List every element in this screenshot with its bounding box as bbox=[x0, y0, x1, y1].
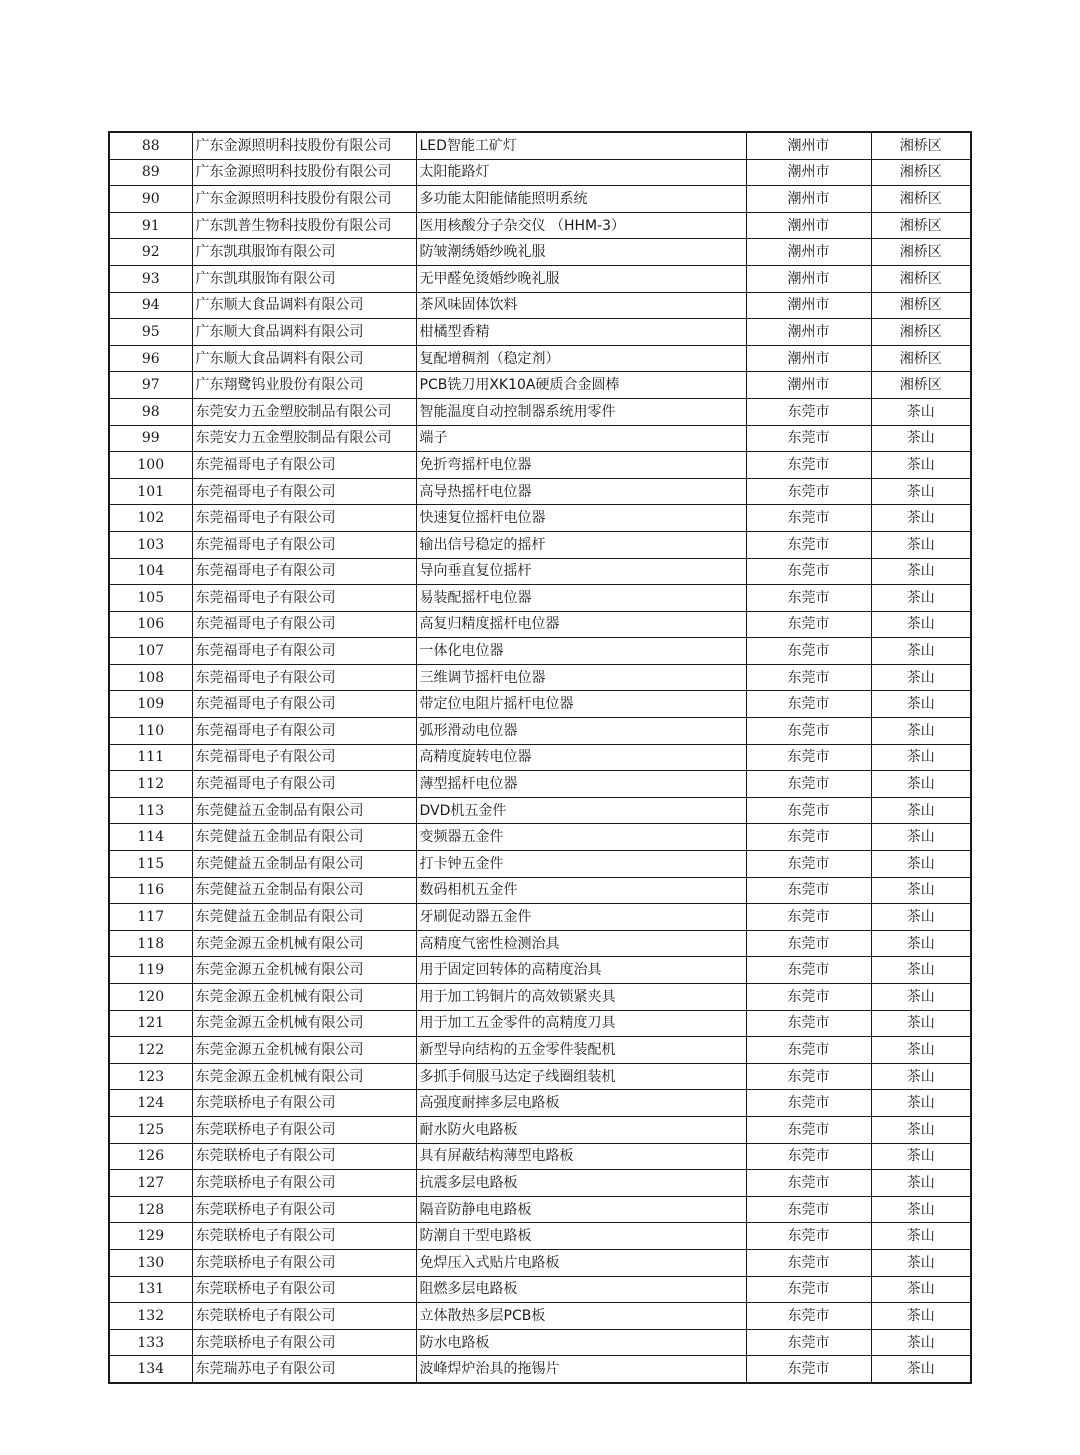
product-name-cell: 具有屏蔽结构薄型电路板 bbox=[416, 1143, 746, 1170]
district-cell: 茶山 bbox=[871, 984, 971, 1011]
product-name-cell: 一体化电位器 bbox=[416, 638, 746, 665]
company-name-cell: 东莞福哥电子有限公司 bbox=[192, 452, 416, 479]
row-number-cell: 110 bbox=[109, 718, 192, 745]
district-cell: 茶山 bbox=[871, 558, 971, 585]
company-name-cell: 东莞健益五金制品有限公司 bbox=[192, 797, 416, 824]
district-cell: 茶山 bbox=[871, 425, 971, 452]
row-number-cell: 104 bbox=[109, 558, 192, 585]
district-cell: 茶山 bbox=[871, 1116, 971, 1143]
product-name-cell: 打卡钟五金件 bbox=[416, 851, 746, 878]
table-row bbox=[109, 1329, 971, 1356]
company-name-cell: 东莞安力五金塑胶制品有限公司 bbox=[192, 398, 416, 425]
district-cell: 茶山 bbox=[871, 1010, 971, 1037]
product-name-cell: 弧形滑动电位器 bbox=[416, 718, 746, 745]
company-name-cell: 东莞联桥电子有限公司 bbox=[192, 1116, 416, 1143]
company-name-cell: 东莞福哥电子有限公司 bbox=[192, 664, 416, 691]
row-number-cell: 95 bbox=[109, 319, 192, 346]
district-cell: 茶山 bbox=[871, 664, 971, 691]
table-row bbox=[109, 957, 971, 984]
row-number-cell: 94 bbox=[109, 292, 192, 319]
table-row bbox=[109, 558, 971, 585]
company-name-cell: 东莞联桥电子有限公司 bbox=[192, 1276, 416, 1303]
row-number-cell: 119 bbox=[109, 957, 192, 984]
row-number-cell: 101 bbox=[109, 478, 192, 505]
district-cell: 茶山 bbox=[871, 904, 971, 931]
company-name-cell: 广东翔鹭钨业股份有限公司 bbox=[192, 372, 416, 399]
row-number-cell: 126 bbox=[109, 1143, 192, 1170]
company-name-cell: 东莞福哥电子有限公司 bbox=[192, 611, 416, 638]
city-cell: 潮州市 bbox=[746, 159, 871, 186]
table-row bbox=[109, 531, 971, 558]
product-name-cell: 免焊压入式贴片电路板 bbox=[416, 1249, 746, 1276]
row-number-cell: 128 bbox=[109, 1196, 192, 1223]
product-name-cell: 高复归精度摇杆电位器 bbox=[416, 611, 746, 638]
table-row bbox=[109, 292, 971, 319]
company-name-cell: 东莞金源五金机械有限公司 bbox=[192, 930, 416, 957]
city-cell: 东莞市 bbox=[746, 1143, 871, 1170]
city-cell: 潮州市 bbox=[746, 345, 871, 372]
table-row bbox=[109, 585, 971, 612]
company-name-cell: 广东顺大食品调料有限公司 bbox=[192, 319, 416, 346]
district-cell: 湘桥区 bbox=[871, 292, 971, 319]
city-cell: 东莞市 bbox=[746, 771, 871, 798]
city-cell: 东莞市 bbox=[746, 1063, 871, 1090]
city-cell: 潮州市 bbox=[746, 265, 871, 292]
company-name-cell: 广东顺大食品调料有限公司 bbox=[192, 292, 416, 319]
product-name-cell: 高精度旋转电位器 bbox=[416, 744, 746, 771]
company-name-cell: 东莞金源五金机械有限公司 bbox=[192, 1063, 416, 1090]
city-cell: 东莞市 bbox=[746, 1196, 871, 1223]
product-name-cell: 用于固定回转体的高精度治具 bbox=[416, 957, 746, 984]
row-number-cell: 90 bbox=[109, 186, 192, 213]
district-cell: 茶山 bbox=[871, 851, 971, 878]
company-name-cell: 东莞健益五金制品有限公司 bbox=[192, 904, 416, 931]
table-row bbox=[109, 904, 971, 931]
row-number-cell: 122 bbox=[109, 1037, 192, 1064]
city-cell: 东莞市 bbox=[746, 664, 871, 691]
district-cell: 茶山 bbox=[871, 744, 971, 771]
table-row bbox=[109, 984, 971, 1011]
city-cell: 东莞市 bbox=[746, 611, 871, 638]
table-row bbox=[109, 265, 971, 292]
product-name-cell: 复配增稠剂（稳定剂） bbox=[416, 345, 746, 372]
district-cell: 茶山 bbox=[871, 1329, 971, 1356]
table-row bbox=[109, 877, 971, 904]
product-name-cell: 隔音防静电电路板 bbox=[416, 1196, 746, 1223]
company-name-cell: 广东金源照明科技股份有限公司 bbox=[192, 159, 416, 186]
city-cell: 东莞市 bbox=[746, 1356, 871, 1383]
city-cell: 东莞市 bbox=[746, 452, 871, 479]
company-name-cell: 东莞金源五金机械有限公司 bbox=[192, 984, 416, 1011]
row-number-cell: 115 bbox=[109, 851, 192, 878]
row-number-cell: 92 bbox=[109, 239, 192, 266]
table-row bbox=[109, 1116, 971, 1143]
company-name-cell: 广东凯琪服饰有限公司 bbox=[192, 265, 416, 292]
district-cell: 茶山 bbox=[871, 877, 971, 904]
table-row bbox=[109, 1303, 971, 1330]
table-row bbox=[109, 159, 971, 186]
company-name-cell: 东莞福哥电子有限公司 bbox=[192, 531, 416, 558]
city-cell: 潮州市 bbox=[746, 239, 871, 266]
district-cell: 茶山 bbox=[871, 1303, 971, 1330]
city-cell: 东莞市 bbox=[746, 1276, 871, 1303]
district-cell: 茶山 bbox=[871, 1170, 971, 1197]
table-row bbox=[109, 797, 971, 824]
row-number-cell: 133 bbox=[109, 1329, 192, 1356]
company-name-cell: 东莞福哥电子有限公司 bbox=[192, 718, 416, 745]
product-name-cell: 高导热摇杆电位器 bbox=[416, 478, 746, 505]
district-cell: 湘桥区 bbox=[871, 372, 971, 399]
company-name-cell: 东莞健益五金制品有限公司 bbox=[192, 824, 416, 851]
city-cell: 东莞市 bbox=[746, 957, 871, 984]
company-name-cell: 东莞健益五金制品有限公司 bbox=[192, 851, 416, 878]
table-row bbox=[109, 239, 971, 266]
table-row bbox=[109, 1276, 971, 1303]
district-cell: 茶山 bbox=[871, 824, 971, 851]
company-name-cell: 东莞福哥电子有限公司 bbox=[192, 744, 416, 771]
district-cell: 湘桥区 bbox=[871, 212, 971, 239]
table-row bbox=[109, 771, 971, 798]
product-name-cell: 免折弯摇杆电位器 bbox=[416, 452, 746, 479]
city-cell: 东莞市 bbox=[746, 638, 871, 665]
table-body bbox=[109, 132, 971, 1383]
table-row bbox=[109, 718, 971, 745]
row-number-cell: 114 bbox=[109, 824, 192, 851]
row-number-cell: 130 bbox=[109, 1249, 192, 1276]
table-row bbox=[109, 1196, 971, 1223]
city-cell: 东莞市 bbox=[746, 797, 871, 824]
district-cell: 茶山 bbox=[871, 1090, 971, 1117]
company-name-cell: 东莞联桥电子有限公司 bbox=[192, 1329, 416, 1356]
city-cell: 东莞市 bbox=[746, 585, 871, 612]
city-cell: 东莞市 bbox=[746, 398, 871, 425]
city-cell: 东莞市 bbox=[746, 904, 871, 931]
product-name-cell: PCB铣刀用XK10A硬质合金圆棒 bbox=[416, 372, 746, 399]
company-name-cell: 东莞联桥电子有限公司 bbox=[192, 1303, 416, 1330]
table-row bbox=[109, 1090, 971, 1117]
district-cell: 茶山 bbox=[871, 1356, 971, 1383]
product-name-cell: 阻燃多层电路板 bbox=[416, 1276, 746, 1303]
product-name-cell: 多功能太阳能储能照明系统 bbox=[416, 186, 746, 213]
row-number-cell: 132 bbox=[109, 1303, 192, 1330]
row-number-cell: 102 bbox=[109, 505, 192, 532]
row-number-cell: 123 bbox=[109, 1063, 192, 1090]
city-cell: 东莞市 bbox=[746, 1010, 871, 1037]
product-name-cell: 端子 bbox=[416, 425, 746, 452]
table-row bbox=[109, 851, 971, 878]
table-row bbox=[109, 505, 971, 532]
city-cell: 东莞市 bbox=[746, 718, 871, 745]
row-number-cell: 131 bbox=[109, 1276, 192, 1303]
row-number-cell: 113 bbox=[109, 797, 192, 824]
city-cell: 潮州市 bbox=[746, 292, 871, 319]
row-number-cell: 134 bbox=[109, 1356, 192, 1383]
district-cell: 茶山 bbox=[871, 1223, 971, 1250]
product-name-cell: LED智能工矿灯 bbox=[416, 132, 746, 159]
product-name-cell: 牙刷促动器五金件 bbox=[416, 904, 746, 931]
city-cell: 东莞市 bbox=[746, 1170, 871, 1197]
row-number-cell: 107 bbox=[109, 638, 192, 665]
table-row bbox=[109, 1223, 971, 1250]
product-name-cell: 防潮自干型电路板 bbox=[416, 1223, 746, 1250]
row-number-cell: 129 bbox=[109, 1223, 192, 1250]
table-row bbox=[109, 664, 971, 691]
city-cell: 东莞市 bbox=[746, 744, 871, 771]
row-number-cell: 103 bbox=[109, 531, 192, 558]
district-cell: 茶山 bbox=[871, 638, 971, 665]
district-cell: 湘桥区 bbox=[871, 132, 971, 159]
city-cell: 东莞市 bbox=[746, 1303, 871, 1330]
table-row bbox=[109, 319, 971, 346]
district-cell: 茶山 bbox=[871, 1037, 971, 1064]
city-cell: 东莞市 bbox=[746, 478, 871, 505]
product-name-cell: 数码相机五金件 bbox=[416, 877, 746, 904]
district-cell: 茶山 bbox=[871, 585, 971, 612]
product-name-cell: 立体散热多层PCB板 bbox=[416, 1303, 746, 1330]
table-row bbox=[109, 1170, 971, 1197]
product-name-cell: 高精度气密性检测治具 bbox=[416, 930, 746, 957]
row-number-cell: 116 bbox=[109, 877, 192, 904]
city-cell: 东莞市 bbox=[746, 984, 871, 1011]
row-number-cell: 106 bbox=[109, 611, 192, 638]
table-row bbox=[109, 212, 971, 239]
city-cell: 东莞市 bbox=[746, 1037, 871, 1064]
table-row bbox=[109, 372, 971, 399]
row-number-cell: 97 bbox=[109, 372, 192, 399]
product-name-cell: 耐水防火电路板 bbox=[416, 1116, 746, 1143]
table-row bbox=[109, 744, 971, 771]
row-number-cell: 109 bbox=[109, 691, 192, 718]
company-name-cell: 东莞瑞苏电子有限公司 bbox=[192, 1356, 416, 1383]
product-name-cell: 柑橘型香精 bbox=[416, 319, 746, 346]
row-number-cell: 88 bbox=[109, 132, 192, 159]
table-row bbox=[109, 186, 971, 213]
company-name-cell: 东莞安力五金塑胶制品有限公司 bbox=[192, 425, 416, 452]
table-row bbox=[109, 1249, 971, 1276]
city-cell: 东莞市 bbox=[746, 691, 871, 718]
product-name-cell: 茶风味固体饮料 bbox=[416, 292, 746, 319]
product-table bbox=[108, 131, 972, 1384]
row-number-cell: 121 bbox=[109, 1010, 192, 1037]
table-row bbox=[109, 691, 971, 718]
city-cell: 东莞市 bbox=[746, 1249, 871, 1276]
product-name-cell: 防皱潮绣婚纱晚礼服 bbox=[416, 239, 746, 266]
product-name-cell: 变频器五金件 bbox=[416, 824, 746, 851]
row-number-cell: 118 bbox=[109, 930, 192, 957]
district-cell: 湘桥区 bbox=[871, 319, 971, 346]
company-name-cell: 东莞福哥电子有限公司 bbox=[192, 771, 416, 798]
table-row bbox=[109, 345, 971, 372]
table-row bbox=[109, 398, 971, 425]
product-name-cell: 抗震多层电路板 bbox=[416, 1170, 746, 1197]
city-cell: 东莞市 bbox=[746, 1223, 871, 1250]
product-name-cell: 多抓手伺服马达定子线圈组装机 bbox=[416, 1063, 746, 1090]
company-name-cell: 东莞福哥电子有限公司 bbox=[192, 638, 416, 665]
company-name-cell: 广东金源照明科技股份有限公司 bbox=[192, 132, 416, 159]
city-cell: 潮州市 bbox=[746, 212, 871, 239]
table-row bbox=[109, 1063, 971, 1090]
city-cell: 东莞市 bbox=[746, 425, 871, 452]
product-name-cell: 波峰焊炉治具的拖锡片 bbox=[416, 1356, 746, 1383]
product-name-cell: 用于加工钨铜片的高效锁紧夹具 bbox=[416, 984, 746, 1011]
company-name-cell: 东莞金源五金机械有限公司 bbox=[192, 1037, 416, 1064]
city-cell: 东莞市 bbox=[746, 877, 871, 904]
table-row bbox=[109, 425, 971, 452]
district-cell: 茶山 bbox=[871, 1249, 971, 1276]
row-number-cell: 93 bbox=[109, 265, 192, 292]
row-number-cell: 120 bbox=[109, 984, 192, 1011]
city-cell: 东莞市 bbox=[746, 531, 871, 558]
table-row bbox=[109, 930, 971, 957]
row-number-cell: 98 bbox=[109, 398, 192, 425]
company-name-cell: 东莞联桥电子有限公司 bbox=[192, 1196, 416, 1223]
city-cell: 东莞市 bbox=[746, 505, 871, 532]
city-cell: 东莞市 bbox=[746, 930, 871, 957]
product-name-cell: 医用核酸分子杂交仪 （HHM-3） bbox=[416, 212, 746, 239]
company-name-cell: 东莞金源五金机械有限公司 bbox=[192, 957, 416, 984]
product-name-cell: 新型导向结构的五金零件装配机 bbox=[416, 1037, 746, 1064]
company-name-cell: 东莞联桥电子有限公司 bbox=[192, 1090, 416, 1117]
city-cell: 东莞市 bbox=[746, 851, 871, 878]
product-name-cell: 三维调节摇杆电位器 bbox=[416, 664, 746, 691]
table-row bbox=[109, 132, 971, 159]
company-name-cell: 东莞联桥电子有限公司 bbox=[192, 1143, 416, 1170]
row-number-cell: 124 bbox=[109, 1090, 192, 1117]
company-name-cell: 东莞福哥电子有限公司 bbox=[192, 691, 416, 718]
district-cell: 茶山 bbox=[871, 478, 971, 505]
company-name-cell: 广东凯琪服饰有限公司 bbox=[192, 239, 416, 266]
product-name-cell: 高强度耐摔多层电路板 bbox=[416, 1090, 746, 1117]
company-name-cell: 东莞联桥电子有限公司 bbox=[192, 1170, 416, 1197]
city-cell: 潮州市 bbox=[746, 372, 871, 399]
district-cell: 茶山 bbox=[871, 505, 971, 532]
district-cell: 茶山 bbox=[871, 930, 971, 957]
city-cell: 东莞市 bbox=[746, 1116, 871, 1143]
table-row bbox=[109, 1037, 971, 1064]
row-number-cell: 117 bbox=[109, 904, 192, 931]
district-cell: 茶山 bbox=[871, 398, 971, 425]
city-cell: 东莞市 bbox=[746, 824, 871, 851]
table-row bbox=[109, 478, 971, 505]
district-cell: 茶山 bbox=[871, 797, 971, 824]
district-cell: 湘桥区 bbox=[871, 345, 971, 372]
district-cell: 茶山 bbox=[871, 1276, 971, 1303]
row-number-cell: 105 bbox=[109, 585, 192, 612]
table-row bbox=[109, 638, 971, 665]
company-name-cell: 东莞健益五金制品有限公司 bbox=[192, 877, 416, 904]
district-cell: 茶山 bbox=[871, 531, 971, 558]
table-row bbox=[109, 824, 971, 851]
row-number-cell: 108 bbox=[109, 664, 192, 691]
company-name-cell: 东莞联桥电子有限公司 bbox=[192, 1249, 416, 1276]
district-cell: 茶山 bbox=[871, 771, 971, 798]
city-cell: 东莞市 bbox=[746, 1329, 871, 1356]
district-cell: 茶山 bbox=[871, 691, 971, 718]
row-number-cell: 112 bbox=[109, 771, 192, 798]
company-name-cell: 东莞福哥电子有限公司 bbox=[192, 505, 416, 532]
product-name-cell: 智能温度自动控制器系统用零件 bbox=[416, 398, 746, 425]
product-name-cell: 导向垂直复位摇杆 bbox=[416, 558, 746, 585]
district-cell: 茶山 bbox=[871, 1143, 971, 1170]
row-number-cell: 89 bbox=[109, 159, 192, 186]
company-name-cell: 东莞联桥电子有限公司 bbox=[192, 1223, 416, 1250]
product-name-cell: 易装配摇杆电位器 bbox=[416, 585, 746, 612]
table-row bbox=[109, 1356, 971, 1383]
row-number-cell: 100 bbox=[109, 452, 192, 479]
product-name-cell: 太阳能路灯 bbox=[416, 159, 746, 186]
company-name-cell: 东莞福哥电子有限公司 bbox=[192, 478, 416, 505]
product-name-cell: DVD机五金件 bbox=[416, 797, 746, 824]
table-row bbox=[109, 1010, 971, 1037]
row-number-cell: 91 bbox=[109, 212, 192, 239]
district-cell: 湘桥区 bbox=[871, 186, 971, 213]
district-cell: 茶山 bbox=[871, 452, 971, 479]
district-cell: 湘桥区 bbox=[871, 159, 971, 186]
row-number-cell: 125 bbox=[109, 1116, 192, 1143]
product-name-cell: 薄型摇杆电位器 bbox=[416, 771, 746, 798]
company-name-cell: 东莞福哥电子有限公司 bbox=[192, 558, 416, 585]
district-cell: 茶山 bbox=[871, 718, 971, 745]
company-name-cell: 东莞金源五金机械有限公司 bbox=[192, 1010, 416, 1037]
company-name-cell: 广东顺大食品调料有限公司 bbox=[192, 345, 416, 372]
product-name-cell: 无甲醛免烫婚纱晚礼服 bbox=[416, 265, 746, 292]
product-name-cell: 带定位电阻片摇杆电位器 bbox=[416, 691, 746, 718]
table-row bbox=[109, 452, 971, 479]
row-number-cell: 127 bbox=[109, 1170, 192, 1197]
product-name-cell: 用于加工五金零件的高精度刀具 bbox=[416, 1010, 746, 1037]
row-number-cell: 111 bbox=[109, 744, 192, 771]
table-row bbox=[109, 611, 971, 638]
city-cell: 潮州市 bbox=[746, 132, 871, 159]
row-number-cell: 96 bbox=[109, 345, 192, 372]
city-cell: 潮州市 bbox=[746, 319, 871, 346]
district-cell: 茶山 bbox=[871, 957, 971, 984]
district-cell: 湘桥区 bbox=[871, 265, 971, 292]
district-cell: 湘桥区 bbox=[871, 239, 971, 266]
district-cell: 茶山 bbox=[871, 611, 971, 638]
company-name-cell: 广东金源照明科技股份有限公司 bbox=[192, 186, 416, 213]
city-cell: 东莞市 bbox=[746, 1090, 871, 1117]
company-name-cell: 东莞福哥电子有限公司 bbox=[192, 585, 416, 612]
district-cell: 茶山 bbox=[871, 1063, 971, 1090]
product-name-cell: 快速复位摇杆电位器 bbox=[416, 505, 746, 532]
company-name-cell: 广东凯普生物科技股份有限公司 bbox=[192, 212, 416, 239]
city-cell: 东莞市 bbox=[746, 558, 871, 585]
row-number-cell: 99 bbox=[109, 425, 192, 452]
city-cell: 潮州市 bbox=[746, 186, 871, 213]
table-row bbox=[109, 1143, 971, 1170]
district-cell: 茶山 bbox=[871, 1196, 971, 1223]
product-name-cell: 输出信号稳定的摇杆 bbox=[416, 531, 746, 558]
product-name-cell: 防水电路板 bbox=[416, 1329, 746, 1356]
